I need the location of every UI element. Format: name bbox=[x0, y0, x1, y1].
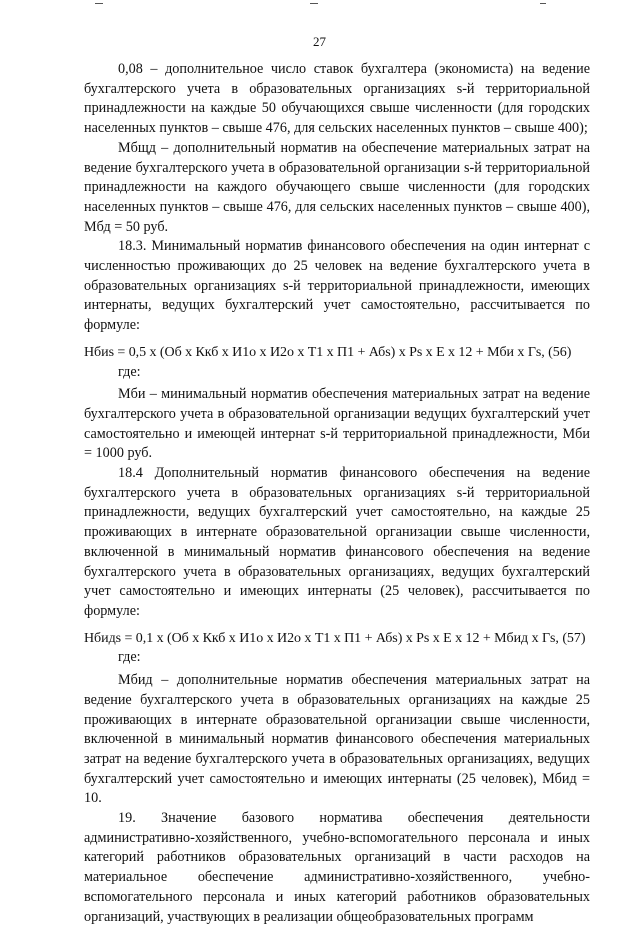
paragraph-18-4: 18.4 Дополнительный норматив финансового обеспечения на ведение бухгалтерского учета в образовательных организациях s-й территориальной принадлежности, ведущих бухгалтерский учет самостоятельно, на каждые 25 проживающих в интернате образовательной организации свыше численности, включенной в минимальный норматив финансового обеспечения на ведение бухгалтерского учета в образовательных организациях, ведущих бухгалтерский учет самостоятельно и имеющих интернаты (25 человек), рассчитывается по формуле: bbox=[84, 465, 590, 619]
scan-edge-marks bbox=[0, 0, 639, 10]
page-number: 27 bbox=[313, 34, 326, 49]
where-label: где: bbox=[118, 363, 141, 380]
document-body bbox=[84, 60, 590, 927]
formula-57: Нбидs = 0,1 х (Об х Ккб х И1о х И2о х Т1 х П1 + Абs) х Рs х Е х 12 + Мбид х Гs, (57) bbox=[84, 630, 586, 646]
paragraph-19: 19. Значение базового норматива обеспечения деятельности административно-хозяйственного, учебно-вспомогательного персонала и иных категорий работников образовательных организаций в части расходов на материальное обеспечение административно-хозяйственного, учебно-вспомогательного персонала и иных категорий работников образовательных организаций, участвующих в реализации общеобразовательных программ bbox=[84, 810, 590, 925]
paragraph-mbshd-definition: Мбщд – дополнительный норматив на обеспечение материальных затрат на ведение бухгалтерского учета в образовательной организации s-й территориальной принадлежности на каждого обучающего свыше численности (для городских населенных пунктов – свыше 476, для сельских населенных пунктов – свыше 400), Мбд = 50 руб. bbox=[84, 139, 590, 235]
paragraph-mbid-definition: Мбид – дополнительные норматив обеспечения материальных затрат на ведение бухгалтерского учета в образовательных организациях на каждые 25 проживающих в интернате образовательной организации свыше численности, включенной в минимальный норматив финансового обеспечения материальных затрат на ведение бухгалтерского учета в образовательных организациях, ведущих бухгалтерский учет самостоятельно и имеющих интернаты (25 человек), Мбид = 10. bbox=[84, 672, 590, 807]
where-label: где: bbox=[118, 649, 141, 666]
paragraph-mbi-definition: Мби – минимальный норматив обеспечения материальных затрат на ведение бухгалтерского учета в образовательной организации ведущих бухгалтерский учет самостоятельно и имеющей интернат s-й территориальной принадлежности, Мби = 1000 руб. bbox=[84, 386, 590, 462]
paragraph-additional-rates: 0,08 – дополнительное число ставок бухгалтера (экономиста) на ведение бухгалтерского учета в образовательных организациях s-й территориальной принадлежности на каждые 50 обучающихся свыше численности (для городских населенных пунктов – свыше 476, для сельских населенных пунктов – свыше 400); bbox=[84, 61, 590, 137]
paragraph-18-3: 18.3. Минимальный норматив финансового обеспечения на один интернат с численностью проживающих до 25 человек на ведение бухгалтерского учета в образовательных организациях s-й территориальной принадлежности, имеющих интернаты, ведущих бухгалтерский учет самостоятельно, рассчитывается по формуле: bbox=[84, 238, 590, 334]
formula-56: Нбиs = 0,5 х (Об х Ккб х И1о х И2о х Т1 х П1 + Абs) х Рs х Е х 12 + Мби х Гs, (56) bbox=[84, 344, 572, 360]
